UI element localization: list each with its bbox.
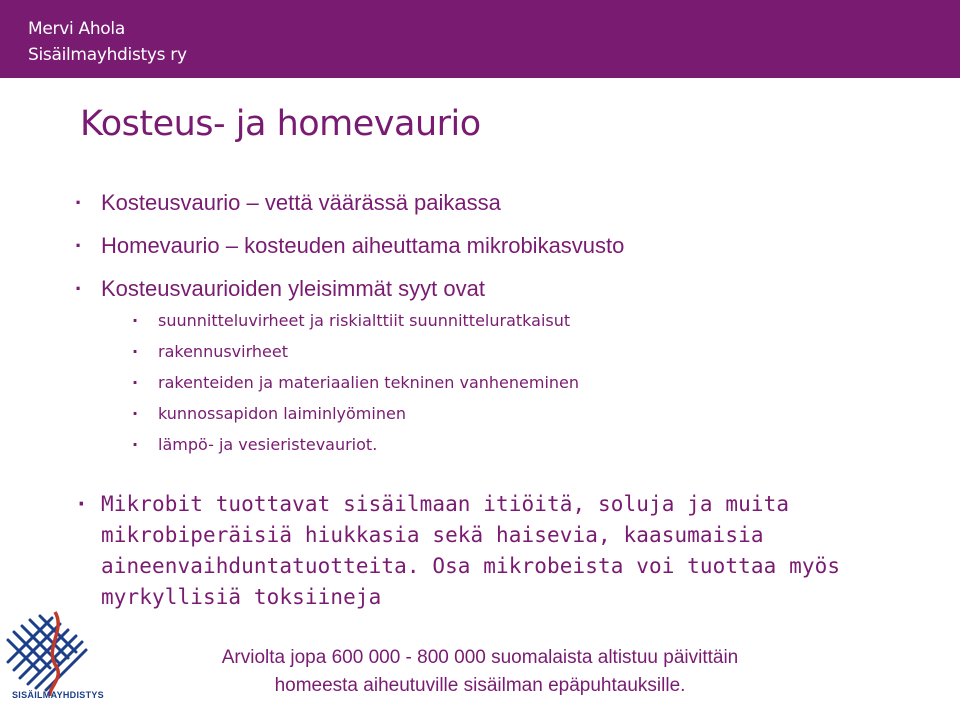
bullet-item: · Kosteusvaurioiden yleisimmät syyt ovat	[75, 276, 935, 302]
footer-note	[170, 644, 790, 700]
author-block	[28, 16, 187, 68]
author-name: Mervi Ahola	[28, 19, 125, 39]
footer-line-1: Arviolta jopa 600 000 - 800 000 suomalaista altistuu päivittäin	[221, 647, 739, 668]
bullet-item: · Kosteusvaurio – vettä väärässä paikassa	[75, 190, 935, 216]
bullet-item: · Homevaurio – kosteuden aiheuttama mikrobikasvusto	[75, 233, 935, 259]
slide-title: Kosteus- ja homevaurio	[80, 104, 481, 144]
author-organization: Sisäilmayhdistys ry	[28, 45, 187, 65]
sub-bullet-item: · suunnitteluvirheet ja riskialttiit suunnitteluratkaisut	[132, 311, 960, 331]
sub-bullet-item: · rakenteiden ja materiaalien tekninen vanheneminen	[132, 373, 960, 393]
sub-bullet-list	[75, 311, 935, 455]
footer-line-2: homeesta aiheutuville sisäilman epäpuhtauksille.	[274, 675, 686, 696]
sub-bullet-item: · kunnossapidon laiminlyöminen	[132, 404, 960, 424]
sub-bullet-item: · rakennusvirheet	[132, 342, 960, 362]
sub-bullet-item: · lämpö- ja vesieristevauriot.	[132, 435, 960, 455]
bullet-list	[75, 190, 935, 471]
logo-text: SISÄILMAYHDISTYS	[12, 690, 104, 700]
header-bar	[0, 0, 960, 78]
mikrobit-paragraph: · Mikrobit tuottavat sisäilmaan itiöitä, soluja ja muita mikrobiperäisiä hiukkasia sekä haisevia, kaasumaisia aineenvaihduntatuotteita. Osa mikrobeista voi tuottaa myös myrkyllisiä toksiineja	[75, 489, 935, 613]
